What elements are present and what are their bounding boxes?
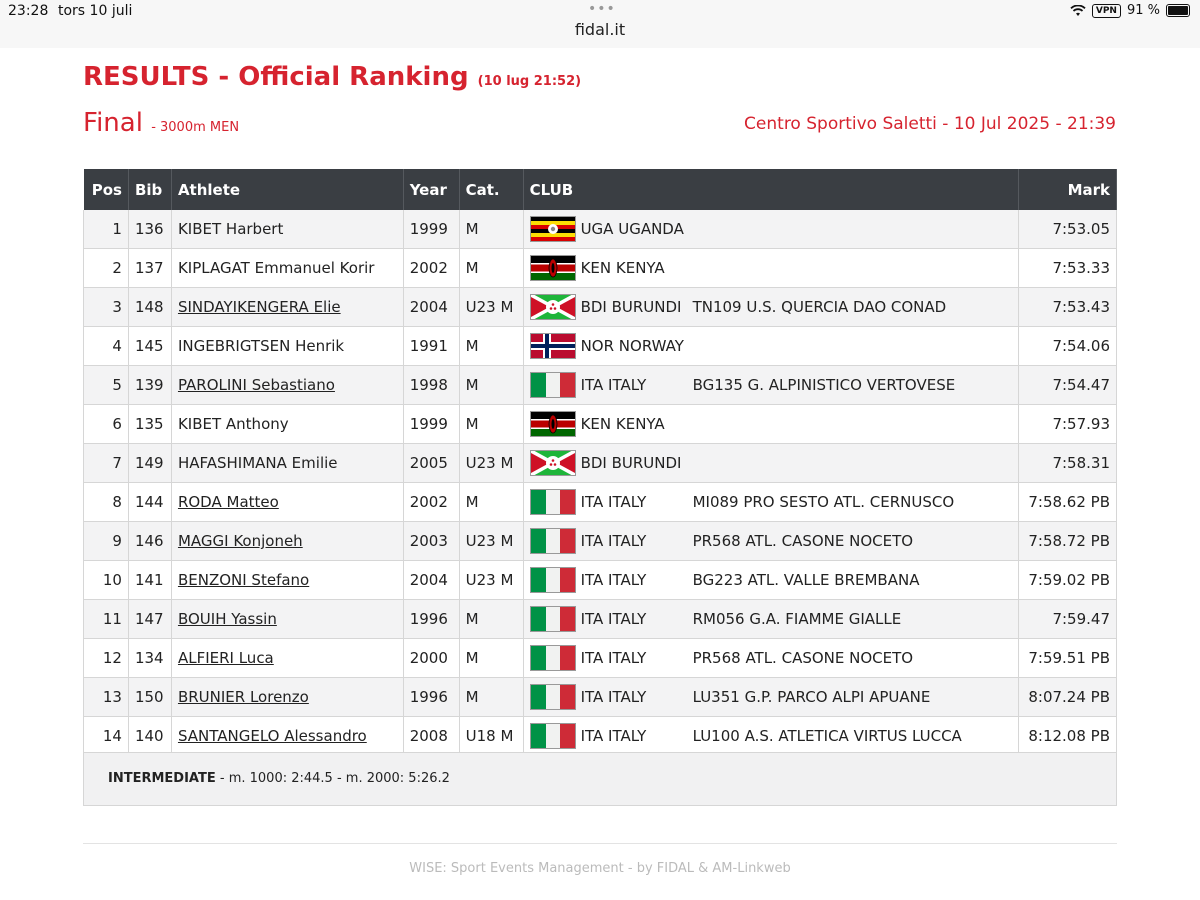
athlete-link[interactable]: BENZONI Stefano (177, 571, 310, 589)
cell-year: 1991 (403, 327, 459, 366)
athlete-name: KIBET Anthony (177, 415, 289, 433)
col-cat: Cat. (459, 169, 523, 210)
italy-flag-icon (530, 528, 576, 554)
cell-bib: 136 (128, 210, 171, 249)
results-table (83, 169, 1117, 756)
cell-club (523, 483, 1018, 522)
cell-year: 2003 (403, 522, 459, 561)
more-dots-icon[interactable]: ••• (588, 1, 616, 17)
table-row (84, 249, 1117, 288)
cell-pos: 6 (84, 405, 129, 444)
cell-club (523, 210, 1018, 249)
table-row (84, 483, 1117, 522)
cell-pos: 7 (84, 444, 129, 483)
table-row (84, 210, 1117, 249)
cell-cat: M (459, 678, 523, 717)
cell-pos: 11 (84, 600, 129, 639)
club-name: RM056 G.A. FIAMME GIALLE (692, 610, 902, 628)
italy-flag-icon (530, 567, 576, 593)
cell-mark: 8:07.24 PB (1019, 678, 1117, 717)
athlete-link[interactable]: BOUIH Yassin (177, 610, 277, 628)
cell-cat: M (459, 249, 523, 288)
italy-flag-icon (530, 372, 576, 398)
club-name: LU100 A.S. ATLETICA VIRTUS LUCCA (692, 727, 962, 745)
nation-label: NOR NORWAY (580, 337, 684, 355)
cell-club (523, 561, 1018, 600)
athlete-link[interactable]: RODA Matteo (177, 493, 279, 511)
cell-bib: 139 (128, 366, 171, 405)
cell-pos: 14 (84, 717, 129, 756)
athlete-name: KIPLAGAT Emmanuel Korir (177, 259, 375, 277)
burundi-flag-icon (530, 450, 576, 476)
status-bar (0, 0, 1200, 48)
cell-mark: 7:58.72 PB (1019, 522, 1117, 561)
cell-pos: 2 (84, 249, 129, 288)
nation-label: ITA ITALY (580, 532, 647, 550)
cell-athlete (171, 249, 403, 288)
cell-bib: 141 (128, 561, 171, 600)
cell-year: 2002 (403, 249, 459, 288)
cell-bib: 140 (128, 717, 171, 756)
kenya-flag-icon (530, 411, 576, 437)
table-row (84, 366, 1117, 405)
cell-athlete (171, 210, 403, 249)
table-row (84, 717, 1117, 756)
table-row (84, 327, 1117, 366)
nation-label: ITA ITALY (580, 610, 647, 628)
cell-athlete (171, 405, 403, 444)
cell-year: 1996 (403, 600, 459, 639)
cell-cat: M (459, 405, 523, 444)
table-row (84, 405, 1117, 444)
table-row (84, 444, 1117, 483)
address-bar-url[interactable]: fidal.it (574, 20, 626, 39)
round-name: Final (83, 108, 143, 138)
cell-pos: 13 (84, 678, 129, 717)
cell-year: 1999 (403, 210, 459, 249)
cell-cat: M (459, 600, 523, 639)
italy-flag-icon (530, 489, 576, 515)
cell-mark: 7:53.33 (1019, 249, 1117, 288)
footer-divider (83, 843, 1117, 844)
intermediate-label: INTERMEDIATE (108, 771, 216, 786)
page-title-time: (10 lug 21:52) (477, 74, 582, 89)
wifi-icon (1070, 5, 1086, 17)
cell-club (523, 522, 1018, 561)
cell-pos: 4 (84, 327, 129, 366)
cell-bib: 150 (128, 678, 171, 717)
italy-flag-icon (530, 606, 576, 632)
club-name: PR568 ATL. CASONE NOCETO (692, 532, 914, 550)
cell-athlete[interactable] (171, 366, 403, 405)
club-name: PR568 ATL. CASONE NOCETO (692, 649, 914, 667)
status-time: 23:28 (8, 3, 49, 19)
cell-pos: 5 (84, 366, 129, 405)
table-row (84, 522, 1117, 561)
cell-bib: 146 (128, 522, 171, 561)
cell-club (523, 327, 1018, 366)
club-name: BG223 ATL. VALLE BREMBANA (692, 571, 920, 589)
norway-flag-icon (530, 333, 576, 359)
battery-percent: 91 % (1126, 3, 1160, 18)
cell-year: 2004 (403, 561, 459, 600)
athlete-link[interactable]: BRUNIER Lorenzo (177, 688, 309, 706)
cell-cat: M (459, 483, 523, 522)
vpn-badge: VPN (1092, 4, 1121, 18)
cell-athlete[interactable] (171, 600, 403, 639)
cell-club (523, 717, 1018, 756)
cell-athlete[interactable] (171, 522, 403, 561)
italy-flag-icon (530, 684, 576, 710)
cell-pos: 9 (84, 522, 129, 561)
cell-bib: 135 (128, 405, 171, 444)
cell-club (523, 405, 1018, 444)
cell-cat: M (459, 327, 523, 366)
cell-mark: 7:59.02 PB (1019, 561, 1117, 600)
nation-label: BDI BURUNDI (580, 454, 682, 472)
col-bib: Bib (128, 169, 171, 210)
col-mark: Mark (1019, 169, 1117, 210)
athlete-name: HAFASHIMANA Emilie (177, 454, 338, 472)
table-row (84, 639, 1117, 678)
cell-cat: M (459, 366, 523, 405)
athlete-link[interactable]: ALFIERI Luca (177, 649, 274, 667)
burundi-flag-icon (530, 294, 576, 320)
col-athlete: Athlete (171, 169, 403, 210)
cell-year: 2002 (403, 483, 459, 522)
table-row (84, 600, 1117, 639)
italy-flag-icon (530, 723, 576, 749)
club-name: TN109 U.S. QUERCIA DAO CONAD (692, 298, 947, 316)
cell-cat: M (459, 639, 523, 678)
cell-bib: 147 (128, 600, 171, 639)
club-name: BG135 G. ALPINISTICO VERTOVESE (692, 376, 956, 394)
cell-pos: 12 (84, 639, 129, 678)
cell-bib: 149 (128, 444, 171, 483)
status-indicators (1070, 3, 1190, 18)
cell-club (523, 639, 1018, 678)
club-name: MI089 PRO SESTO ATL. CERNUSCO (692, 493, 955, 511)
cell-cat: M (459, 210, 523, 249)
cell-athlete (171, 444, 403, 483)
italy-flag-icon (530, 645, 576, 671)
cell-club (523, 249, 1018, 288)
nation-label: ITA ITALY (580, 493, 647, 511)
nation-label: ITA ITALY (580, 571, 647, 589)
nation-label: ITA ITALY (580, 376, 647, 394)
cell-cat: U23 M (459, 444, 523, 483)
cell-club (523, 678, 1018, 717)
cell-mark: 7:57.93 (1019, 405, 1117, 444)
table-row (84, 561, 1117, 600)
cell-pos: 3 (84, 288, 129, 327)
intermediate-splits (83, 752, 1117, 806)
cell-year: 2000 (403, 639, 459, 678)
cell-athlete[interactable] (171, 561, 403, 600)
nation-label: ITA ITALY (580, 727, 647, 745)
cell-bib: 144 (128, 483, 171, 522)
athlete-link[interactable]: SINDAYIKENGERA Elie (177, 298, 341, 316)
event-name: - 3000m MEN (151, 120, 240, 135)
battery-icon (1166, 4, 1190, 17)
cell-cat: U23 M (459, 288, 523, 327)
cell-pos: 10 (84, 561, 129, 600)
cell-year: 1999 (403, 405, 459, 444)
cell-year: 1996 (403, 678, 459, 717)
col-year: Year (403, 169, 459, 210)
cell-mark: 7:59.51 PB (1019, 639, 1117, 678)
cell-club (523, 444, 1018, 483)
athlete-link[interactable]: MAGGI Konjoneh (177, 532, 303, 550)
cell-year: 2004 (403, 288, 459, 327)
cell-club (523, 600, 1018, 639)
cell-cat: U23 M (459, 522, 523, 561)
cell-club (523, 288, 1018, 327)
cell-year: 1998 (403, 366, 459, 405)
cell-mark: 7:58.62 PB (1019, 483, 1117, 522)
cell-athlete[interactable] (171, 483, 403, 522)
cell-pos: 1 (84, 210, 129, 249)
cell-mark: 7:53.05 (1019, 210, 1117, 249)
round-title (83, 108, 239, 138)
cell-bib: 134 (128, 639, 171, 678)
cell-bib: 148 (128, 288, 171, 327)
table-row (84, 678, 1117, 717)
nation-label: KEN KENYA (580, 259, 665, 277)
athlete-link[interactable]: PAROLINI Sebastiano (177, 376, 335, 394)
cell-mark: 7:58.31 (1019, 444, 1117, 483)
cell-bib: 145 (128, 327, 171, 366)
cell-bib: 137 (128, 249, 171, 288)
nation-label: KEN KENYA (580, 415, 665, 433)
cell-athlete[interactable] (171, 678, 403, 717)
cell-cat: U18 M (459, 717, 523, 756)
nation-label: UGA UGANDA (580, 220, 684, 238)
athlete-name: KIBET Harbert (177, 220, 284, 238)
uganda-flag-icon (530, 216, 576, 242)
cell-cat: U23 M (459, 561, 523, 600)
cell-athlete (171, 327, 403, 366)
table-header-row (84, 169, 1117, 210)
cell-athlete[interactable] (171, 639, 403, 678)
page-title-text: RESULTS - Official Ranking (83, 62, 469, 92)
cell-year: 2005 (403, 444, 459, 483)
cell-mark: 7:54.47 (1019, 366, 1117, 405)
page-title (83, 62, 581, 92)
cell-mark: 8:12.08 PB (1019, 717, 1117, 756)
athlete-link[interactable]: SANTANGELO Alessandro (177, 727, 367, 745)
col-club: CLUB (523, 169, 1018, 210)
table-row (84, 288, 1117, 327)
status-date: tors 10 juli (58, 3, 133, 19)
nation-label: BDI BURUNDI (580, 298, 682, 316)
cell-athlete[interactable] (171, 717, 403, 756)
nation-label: ITA ITALY (580, 688, 647, 706)
col-pos: Pos (84, 169, 129, 210)
footer-text: WISE: Sport Events Management - by FIDAL & AM-Linkweb (409, 861, 791, 876)
cell-year: 2008 (403, 717, 459, 756)
cell-mark: 7:59.47 (1019, 600, 1117, 639)
venue-info: Centro Sportivo Saletti - 10 Jul 2025 - 21:39 (744, 114, 1116, 134)
intermediate-text: - m. 1000: 2:44.5 - m. 2000: 5:26.2 (219, 771, 450, 786)
cell-mark: 7:53.43 (1019, 288, 1117, 327)
kenya-flag-icon (530, 255, 576, 281)
nation-label: ITA ITALY (580, 649, 647, 667)
cell-pos: 8 (84, 483, 129, 522)
cell-mark: 7:54.06 (1019, 327, 1117, 366)
cell-club (523, 366, 1018, 405)
athlete-name: INGEBRIGTSEN Henrik (177, 337, 345, 355)
club-name: LU351 G.P. PARCO ALPI APUANE (692, 688, 931, 706)
cell-athlete[interactable] (171, 288, 403, 327)
